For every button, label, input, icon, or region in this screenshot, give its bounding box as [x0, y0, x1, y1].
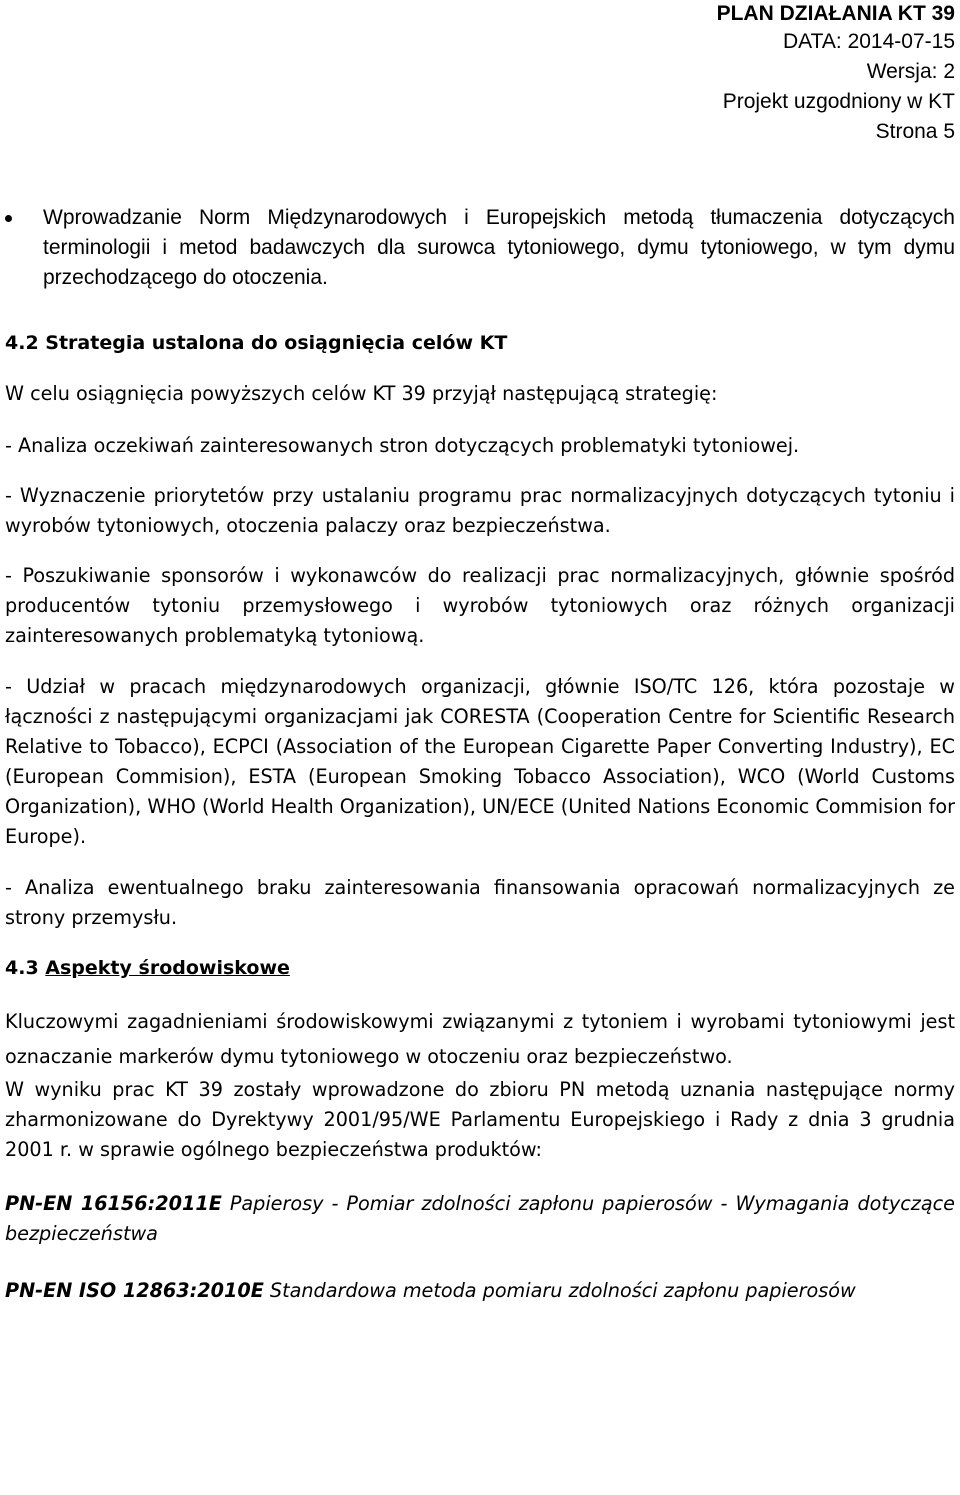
standard-title: Standardowa metoda pomiaru zdolności zapłonu papierosów	[263, 1279, 856, 1302]
strategy-item: - Udział w pracach międzynarodowych organizacji, głównie ISO/TC 126, która pozostaje w łączności z następującymi organizacjami jak CORESTA (Cooperation Centre for Scientific Research Relative to Tobacco), ECPCI (Association of the European Cigarette Paper Converting Industry), EC (European Commision), ESTA (European Smoking Tobacco Association), WCO (World Customs Organization), WHO (World Health Organization), UN/ECE (United Nations Economic Commision for Europe).	[5, 675, 955, 848]
section-title: Strategia ustalona do osiągnięcia celów KT	[38, 332, 508, 354]
section-heading-4-2	[5, 329, 955, 357]
bullet-text: Wprowadzanie Norm Międzynarodowych i Europejskich metodą tłumaczenia dotyczących terminologii i metod badawczych dla surowca tytoniowego, dymu tytoniowego, w tym dymu przechodzącego do otoczenia.	[43, 206, 955, 289]
section-title: Aspekty środowiskowe	[45, 957, 290, 979]
document-date: DATA: 2014-07-15	[783, 30, 955, 53]
environment-paragraph: Kluczowymi zagadnieniami środowiskowymi związanymi z tytoniem i wyrobami tytoniowymi jest oznaczanie markerów dymu tytoniowego w otoczeniu oraz bezpieczeństwo.	[5, 1010, 955, 1068]
strategy-intro: W celu osiągnięcia powyższych celów KT 39 przyjął następującą strategię:	[5, 382, 718, 405]
document-version: Wersja: 2	[866, 60, 955, 83]
standard-entry	[5, 1189, 955, 1249]
plan-title: PLAN DZIAŁANIA KT 39	[716, 2, 955, 25]
section-number: 4.3	[5, 957, 39, 979]
strategy-item: - Wyznaczenie priorytetów przy ustalaniu programu prac normalizacyjnych dotyczących tytoniu i wyrobów tytoniowych, otoczenia palaczy oraz bezpieczeństwa.	[5, 484, 955, 537]
bullet-dot-icon	[5, 215, 12, 222]
document-body	[5, 203, 955, 1306]
standard-entry	[5, 1276, 955, 1306]
strategy-item: - Analiza ewentualnego braku zainteresowania finansowania opracowań normalizacyjnych ze strony przemysłu.	[5, 876, 955, 929]
section-number: 4.2	[5, 332, 39, 354]
document-status: Projekt uzgodniony w KT	[722, 90, 955, 113]
page-header	[717, 0, 955, 147]
standard-title: Papierosy - Pomiar zdolności zapłonu papierosów - Wymagania dotyczące bezpieczeństwa	[5, 1192, 955, 1245]
section-heading-4-3	[5, 954, 955, 982]
standard-code: PN-EN ISO 12863:2010E	[5, 1279, 264, 1302]
standard-code: PN-EN 16156:2011E	[5, 1192, 222, 1215]
strategy-item: - Analiza oczekiwań zainteresowanych stron dotyczących problematyki tytoniowej.	[5, 434, 800, 457]
page-number: Strona 5	[875, 120, 955, 143]
bullet-item	[5, 203, 955, 293]
standards-intro: W wyniku prac KT 39 zostały wprowadzone do zbioru PN metodą uznania następujące normy zharmonizowane do Dyrektywy 2001/95/WE Parlamentu Europejskiego i Rady z dnia 3 grudnia 2001 r. w sprawie ogólnego bezpieczeństwa produktów:	[5, 1078, 955, 1161]
strategy-item: - Poszukiwanie sponsorów i wykonawców do realizacji prac normalizacyjnych, głównie spośród producentów tytoniu przemysłowego i wyrobów tytoniowych oraz różnych organizacji zainteresowanych problematyką tytoniową.	[5, 564, 955, 647]
